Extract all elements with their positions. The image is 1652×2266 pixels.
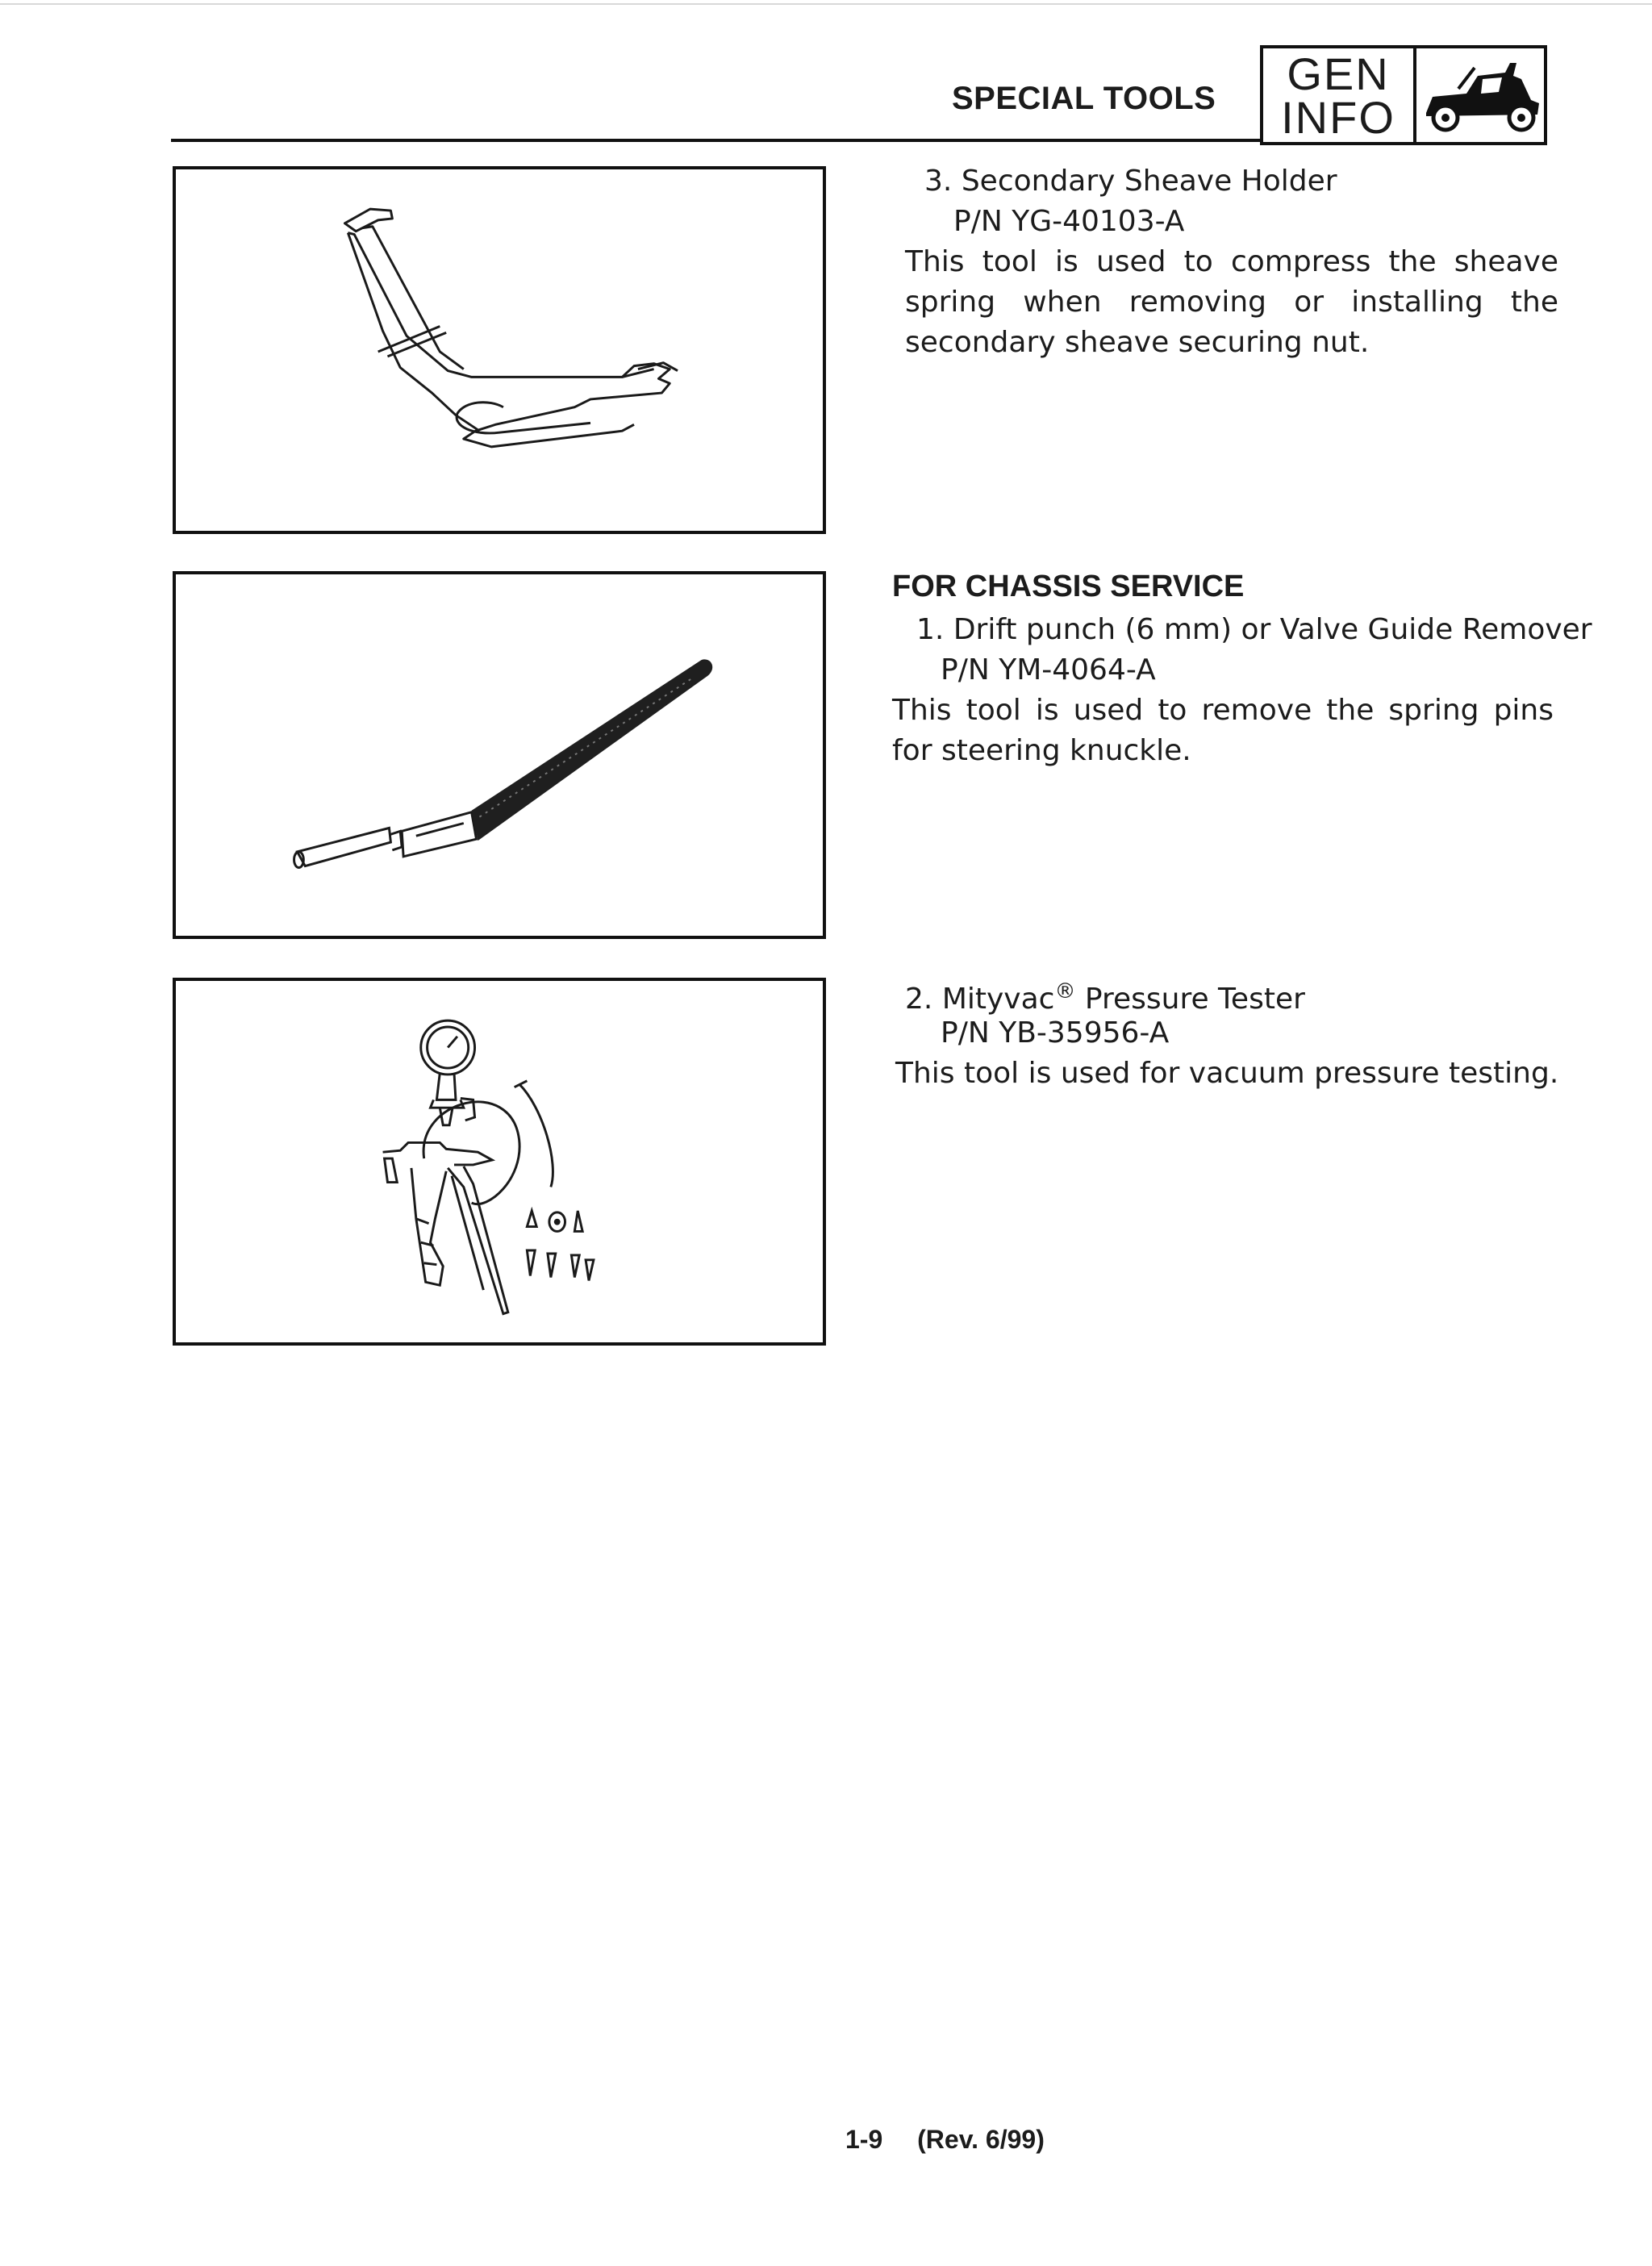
sheave-holder-name-line	[924, 161, 1337, 202]
tool-number: 1.	[916, 613, 945, 646]
tool-name: Drift punch (6 mm) or Valve Guide Remover	[953, 613, 1592, 646]
tool-name-suffix: Pressure Tester	[1075, 983, 1305, 1016]
tool-name: Secondary Sheave Holder	[961, 165, 1337, 198]
tool-name: Mityvac	[941, 983, 1055, 1016]
mityvac-description: This tool is used for vacuum pressure testing.	[895, 1057, 1559, 1090]
badge-info: INFO	[1281, 92, 1395, 143]
drift-punch-illustration	[176, 574, 823, 936]
sheave-holder-illustration	[176, 169, 823, 531]
mityvac-figure	[173, 978, 826, 1346]
sheave-holder-figure	[173, 166, 826, 534]
header-rule	[171, 139, 1260, 142]
badge-gen: GEN	[1287, 48, 1390, 99]
page-number: 1-9	[845, 2125, 883, 2154]
mityvac-illustration	[176, 981, 823, 1342]
section-title: SPECIAL TOOLS	[952, 81, 1216, 116]
drift-punch-name-line	[916, 610, 1592, 650]
drift-punch-description: This tool is used to remove the spring pins for steering knuckle.	[892, 694, 1554, 767]
gen-info-badge	[1260, 45, 1547, 145]
chassis-heading: FOR CHASSIS SERVICE	[892, 570, 1245, 603]
drift-punch-part-number: P/N YM-4064-A	[941, 653, 1156, 686]
sheave-holder-description: This tool is used to compress the sheave spring when removing or installing the secondary sheave securing nut.	[905, 245, 1558, 359]
page-footer	[845, 2125, 1045, 2155]
mityvac-part-number: P/N YB-35956-A	[941, 1016, 1170, 1050]
scan-edge-line	[0, 3, 1652, 5]
golf-cart-icon	[1418, 56, 1544, 137]
mityvac-name-line	[905, 971, 1305, 1020]
badge-text-box	[1263, 48, 1416, 142]
registered-mark: ®	[1054, 979, 1076, 1004]
drift-punch-figure	[173, 571, 826, 939]
tool-number: 2.	[905, 983, 933, 1016]
tool-number: 3.	[924, 165, 953, 198]
sheave-holder-part-number: P/N YG-40103-A	[953, 205, 1185, 238]
revision-note: (Rev. 6/99)	[917, 2125, 1045, 2154]
